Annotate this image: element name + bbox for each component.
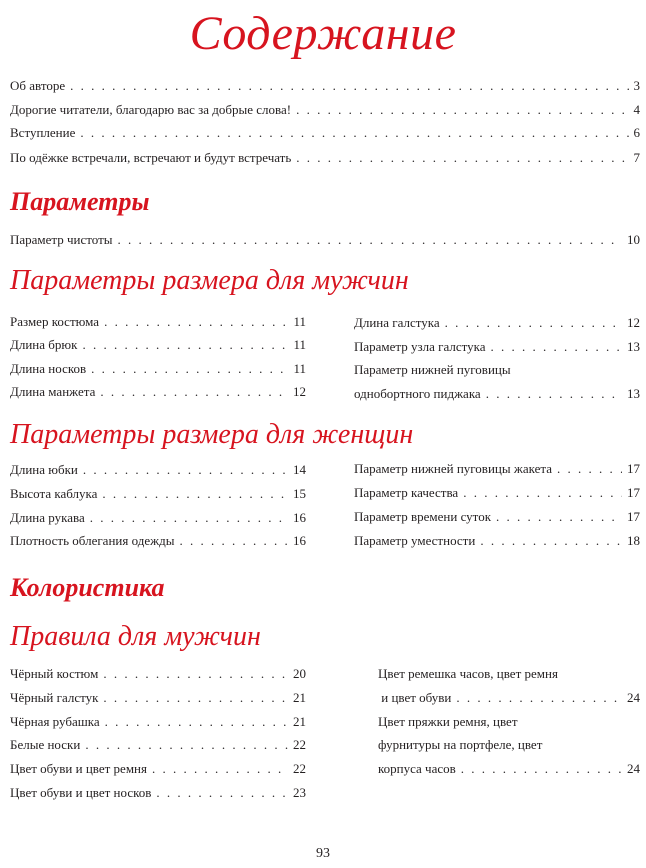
toc-entry[interactable] [10,510,306,526]
toc-entry-title: однобортного пиджака [354,386,481,401]
toc-entry-page: 17 [627,461,640,476]
dot-leader [445,315,622,331]
toc-entry[interactable] [10,737,306,753]
dot-leader [491,339,622,355]
toc-entry-page: 24 [627,690,640,705]
toc-entry-title: и цвет обуви [378,690,452,705]
toc-entry[interactable] [354,509,640,525]
dot-leader [100,384,288,400]
toc-entry-page: 13 [627,386,640,401]
toc-entry[interactable] [354,461,640,477]
toc-entry[interactable] [10,714,306,730]
toc-entry-page: 6 [633,125,640,140]
toc-entry-title: Длина рукава [10,510,85,525]
toc-entry-page: 23 [293,785,306,800]
toc-entry-title: По одёжке встречали, встречают и будут встречать [10,150,292,165]
toc-entry-page: 17 [627,485,640,500]
toc-entry[interactable] [10,150,640,166]
toc-entry-title: Длина носков [10,361,87,376]
toc-entry-title: Цвет обуви и цвет ремня [10,761,147,776]
toc-entry-title-line[interactable]: Цвет ремешка часов, цвет ремня [378,666,558,681]
dot-leader [90,510,288,526]
toc-entry[interactable] [10,486,306,502]
toc-entry-title: Размер костюма [10,314,100,329]
toc-entry[interactable] [10,533,306,549]
toc-entry-title: Параметр нижней пуговицы жакета [354,461,552,476]
toc-entry-page: 11 [293,314,306,329]
toc-entry[interactable] [10,690,306,706]
dot-leader [461,761,622,777]
toc-entry[interactable] [354,485,640,501]
toc-entry[interactable] [10,337,306,353]
toc-entry[interactable] [354,533,640,549]
toc-entry-page: 22 [293,761,306,776]
section-heading-params: Параметры [10,187,150,216]
section-subheading-men-rules: Правила для мужчин [10,621,261,652]
toc-entry-page: 11 [293,361,306,376]
toc-entry-page: 3 [633,78,640,93]
page-number: 93 [316,846,330,861]
toc-entry-page: 21 [293,714,306,729]
toc-entry[interactable] [10,384,306,400]
toc-entry[interactable] [378,761,640,777]
toc-entry[interactable] [10,78,640,94]
dot-leader [70,78,628,94]
toc-entry-page: 20 [293,666,306,681]
toc-entry[interactable] [10,761,306,777]
toc-entry[interactable] [354,339,640,355]
dot-leader [83,462,288,478]
dot-leader [80,125,628,141]
dot-leader [486,386,622,402]
toc-entry[interactable] [10,125,640,141]
toc-entry[interactable] [10,361,306,377]
toc-entry-title-line[interactable]: Параметр нижней пуговицы [354,362,511,377]
dot-leader [480,533,622,549]
dot-leader [118,232,622,248]
toc-entry-page: 7 [633,150,640,165]
toc-entry-page: 14 [293,462,306,477]
dot-leader [456,690,622,706]
dot-leader [296,150,628,166]
dot-leader [296,102,628,118]
dot-leader [156,785,288,801]
toc-entry-page: 21 [293,690,306,705]
toc-entry-title: Параметр времени суток [354,509,492,524]
toc-entry[interactable] [354,386,640,402]
toc-entry[interactable] [354,315,640,331]
toc-entry[interactable] [10,102,640,118]
dot-leader [103,690,288,706]
dot-leader [105,714,288,730]
toc-entry-title: Длина галстука [354,315,440,330]
dot-leader [102,486,288,502]
toc-entry-page: 12 [627,315,640,330]
toc-entry-title: Параметр качества [354,485,459,500]
toc-entry-title: Параметр уместности [354,533,476,548]
toc-entry-page: 13 [627,339,640,354]
dot-leader [91,361,288,377]
toc-entry-page: 18 [627,533,640,548]
toc-entry-page: 22 [293,737,306,752]
toc-entry[interactable] [10,666,306,682]
dot-leader [104,314,288,330]
toc-entry-title: Цвет обуви и цвет носков [10,785,152,800]
toc-entry-title: Чёрная рубашка [10,714,100,729]
toc-entry-page: 16 [293,533,306,548]
toc-entry-page: 17 [627,509,640,524]
toc-entry-page: 15 [293,486,306,501]
toc-entry-title-line[interactable]: фурнитуры на портфеле, цвет [378,737,543,752]
toc-entry-page: 11 [293,337,306,352]
dot-leader [463,485,622,501]
toc-entry[interactable] [10,314,306,330]
toc-entry-title: Параметр узла галстука [354,339,486,354]
toc-entry-title: Дорогие читатели, благодарю вас за добрые слова! [10,102,292,117]
toc-entry-title: Высота каблука [10,486,98,501]
toc-entry-page: 24 [627,761,640,776]
toc-entry[interactable] [378,690,640,706]
dot-leader [557,461,622,477]
toc-entry-title: корпуса часов [378,761,456,776]
section-heading-women-size: Параметры размера для женщин [10,419,414,450]
toc-entry-title: Длина манжета [10,384,96,399]
toc-entry-page: 16 [293,510,306,525]
dot-leader [103,666,288,682]
page-title: Содержание [189,7,457,60]
toc-entry[interactable] [10,232,640,248]
toc-entry-page: 12 [293,384,306,399]
toc-entry-title-line[interactable]: Цвет пряжки ремня, цвет [378,714,518,729]
toc-entry[interactable] [10,785,306,801]
toc-entry-title: Об авторе [10,78,66,93]
toc-entry-title: Длина брюк [10,337,78,352]
toc-entry-title: Параметр чистоты [10,232,113,247]
dot-leader [179,533,288,549]
toc-entry-title: Плотность облегания одежды [10,533,175,548]
toc-entry-page: 10 [627,232,640,247]
toc-entry-title: Чёрный галстук [10,690,99,705]
dot-leader [152,761,288,777]
toc-entry-title: Длина юбки [10,462,78,477]
dot-leader [85,737,288,753]
dot-leader [82,337,288,353]
toc-entry-title: Белые носки [10,737,81,752]
toc-entry-title: Вступление [10,125,76,140]
section-heading-coloristics: Колористика [10,573,165,602]
toc-entry-title: Чёрный костюм [10,666,99,681]
toc-entry[interactable] [10,462,306,478]
dot-leader [496,509,622,525]
section-heading-men-size: Параметры размера для мужчин [10,265,409,296]
toc-entry-page: 4 [633,102,640,117]
